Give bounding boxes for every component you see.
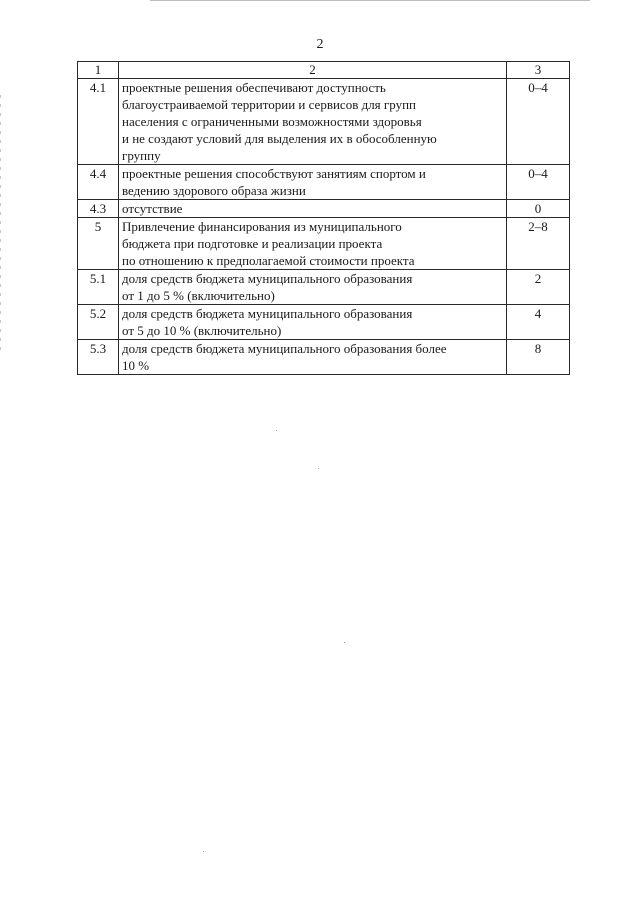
- row-description-cell: [119, 218, 507, 270]
- row-number-cell: 4.1: [78, 79, 119, 165]
- scan-edge-top: [150, 0, 590, 1]
- scan-speck: [318, 468, 319, 469]
- description-line: отсутствие: [122, 201, 183, 216]
- row-score-cell: 0–4: [507, 79, 570, 165]
- description-line: ведению здорового образа жизни: [122, 183, 306, 198]
- table-row: [78, 165, 570, 200]
- table-row: [78, 305, 570, 340]
- description-line: благоустраиваемой территории и сервисов для групп: [122, 97, 416, 112]
- table-row: [78, 270, 570, 305]
- description-line: от 1 до 5 % (включительно): [122, 288, 275, 303]
- row-score-cell: 8: [507, 340, 570, 375]
- row-description-cell: [119, 200, 507, 218]
- row-score-cell: 0: [507, 200, 570, 218]
- description-line: по отношению к предполагаемой стоимости проекта: [122, 253, 415, 268]
- row-description-cell: [119, 165, 507, 200]
- header-cell-3: 3: [507, 62, 570, 79]
- scan-edge-left: [0, 95, 1, 355]
- criteria-table: [77, 61, 570, 375]
- description-line: проектные решения обеспечивают доступность: [122, 80, 386, 95]
- description-line: группу: [122, 148, 161, 163]
- table-row: [78, 218, 570, 270]
- row-score-cell: 2: [507, 270, 570, 305]
- scan-speck: [276, 430, 277, 431]
- table-row: [78, 200, 570, 218]
- row-number-cell: 5.2: [78, 305, 119, 340]
- description-line: проектные решения способствуют занятиям спортом и: [122, 166, 426, 181]
- header-cell-2: 2: [119, 62, 507, 79]
- scan-speck: [344, 642, 345, 643]
- table-row: [78, 79, 570, 165]
- description-line: доля средств бюджета муниципального образования более: [122, 341, 447, 356]
- row-score-cell: 0–4: [507, 165, 570, 200]
- page-number: 2: [316, 37, 324, 52]
- row-score-cell: 2–8: [507, 218, 570, 270]
- description-line: от 5 до 10 % (включительно): [122, 323, 282, 338]
- header-cell-1: 1: [78, 62, 119, 79]
- row-number-cell: 5: [78, 218, 119, 270]
- description-line: доля средств бюджета муниципального образования: [122, 306, 413, 321]
- row-description-cell: [119, 270, 507, 305]
- description-line: 10 %: [122, 358, 150, 373]
- description-line: бюджета при подготовке и реализации проекта: [122, 236, 383, 251]
- row-description-cell: [119, 340, 507, 375]
- description-line: Привлечение финансирования из муниципального: [122, 219, 402, 234]
- table-row: [78, 340, 570, 375]
- description-line: доля средств бюджета муниципального образования: [122, 271, 413, 286]
- description-line: и не создают условий для выделения их в обособленную: [122, 131, 437, 146]
- row-number-cell: 4.4: [78, 165, 119, 200]
- row-description-cell: [119, 305, 507, 340]
- table-header-row: [78, 62, 570, 79]
- scan-speck: [203, 851, 204, 852]
- row-description-cell: [119, 79, 507, 165]
- row-score-cell: 4: [507, 305, 570, 340]
- row-number-cell: 5.1: [78, 270, 119, 305]
- row-number-cell: 5.3: [78, 340, 119, 375]
- row-number-cell: 4.3: [78, 200, 119, 218]
- description-line: населения с ограниченными возможностями здоровья: [122, 114, 422, 129]
